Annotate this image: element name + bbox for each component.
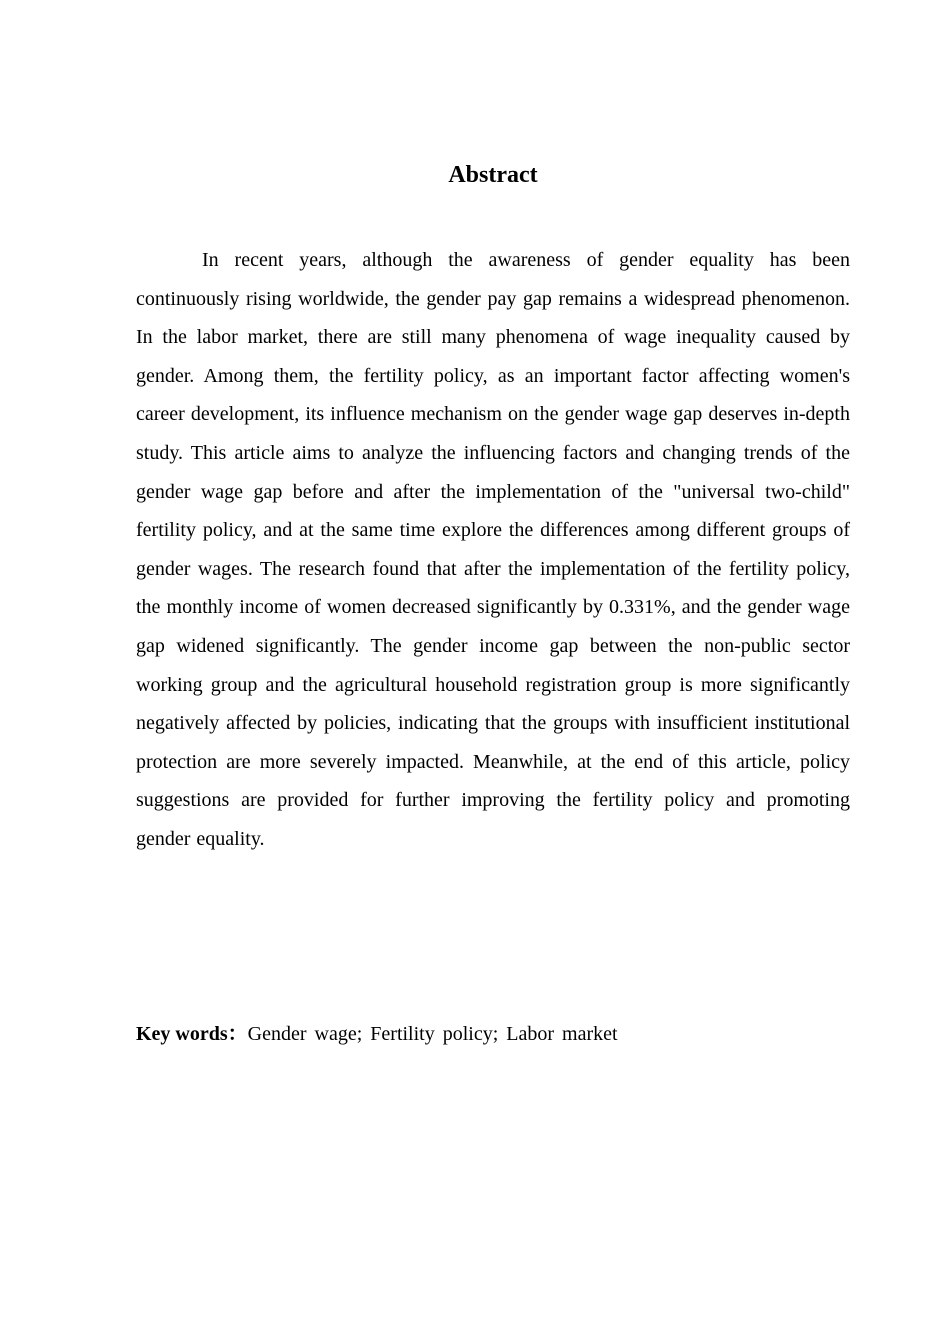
keywords-label: Key words： <box>136 1023 248 1045</box>
keywords-line <box>136 1015 850 1053</box>
abstract-paragraph: In recent years, although the awareness of gender equality has been continuously rising worldwide, the gender pay gap remains a widespread phenomenon. In the labor market, there are still many phenomena of wage inequality caused by gender. Among them, the fertility policy, as an important factor affecting women's career development, its influence mechanism on the gender wage gap deserves in-depth study. This article aims to analyze the influencing factors and changing trends of the gender wage gap before and after the implementation of the "universal two-child" fertility policy, and at the same time explore the differences among different groups of gender wages. The research found that after the implementation of the fertility policy, the monthly income of women decreased significantly by 0.331%, and the gender wage gap widened significantly. The gender income gap between the non-public sector working group and the agricultural household registration group is more significantly negatively affected by policies, indicating that the groups with insufficient institutional protection are more severely impacted. Meanwhile, at the end of this article, policy suggestions are provided for further improving the fertility policy and promoting gender equality. <box>136 249 850 850</box>
abstract-title: Abstract <box>448 162 538 188</box>
keywords-text: Gender wage; Fertility policy; Labor market <box>247 1023 618 1045</box>
